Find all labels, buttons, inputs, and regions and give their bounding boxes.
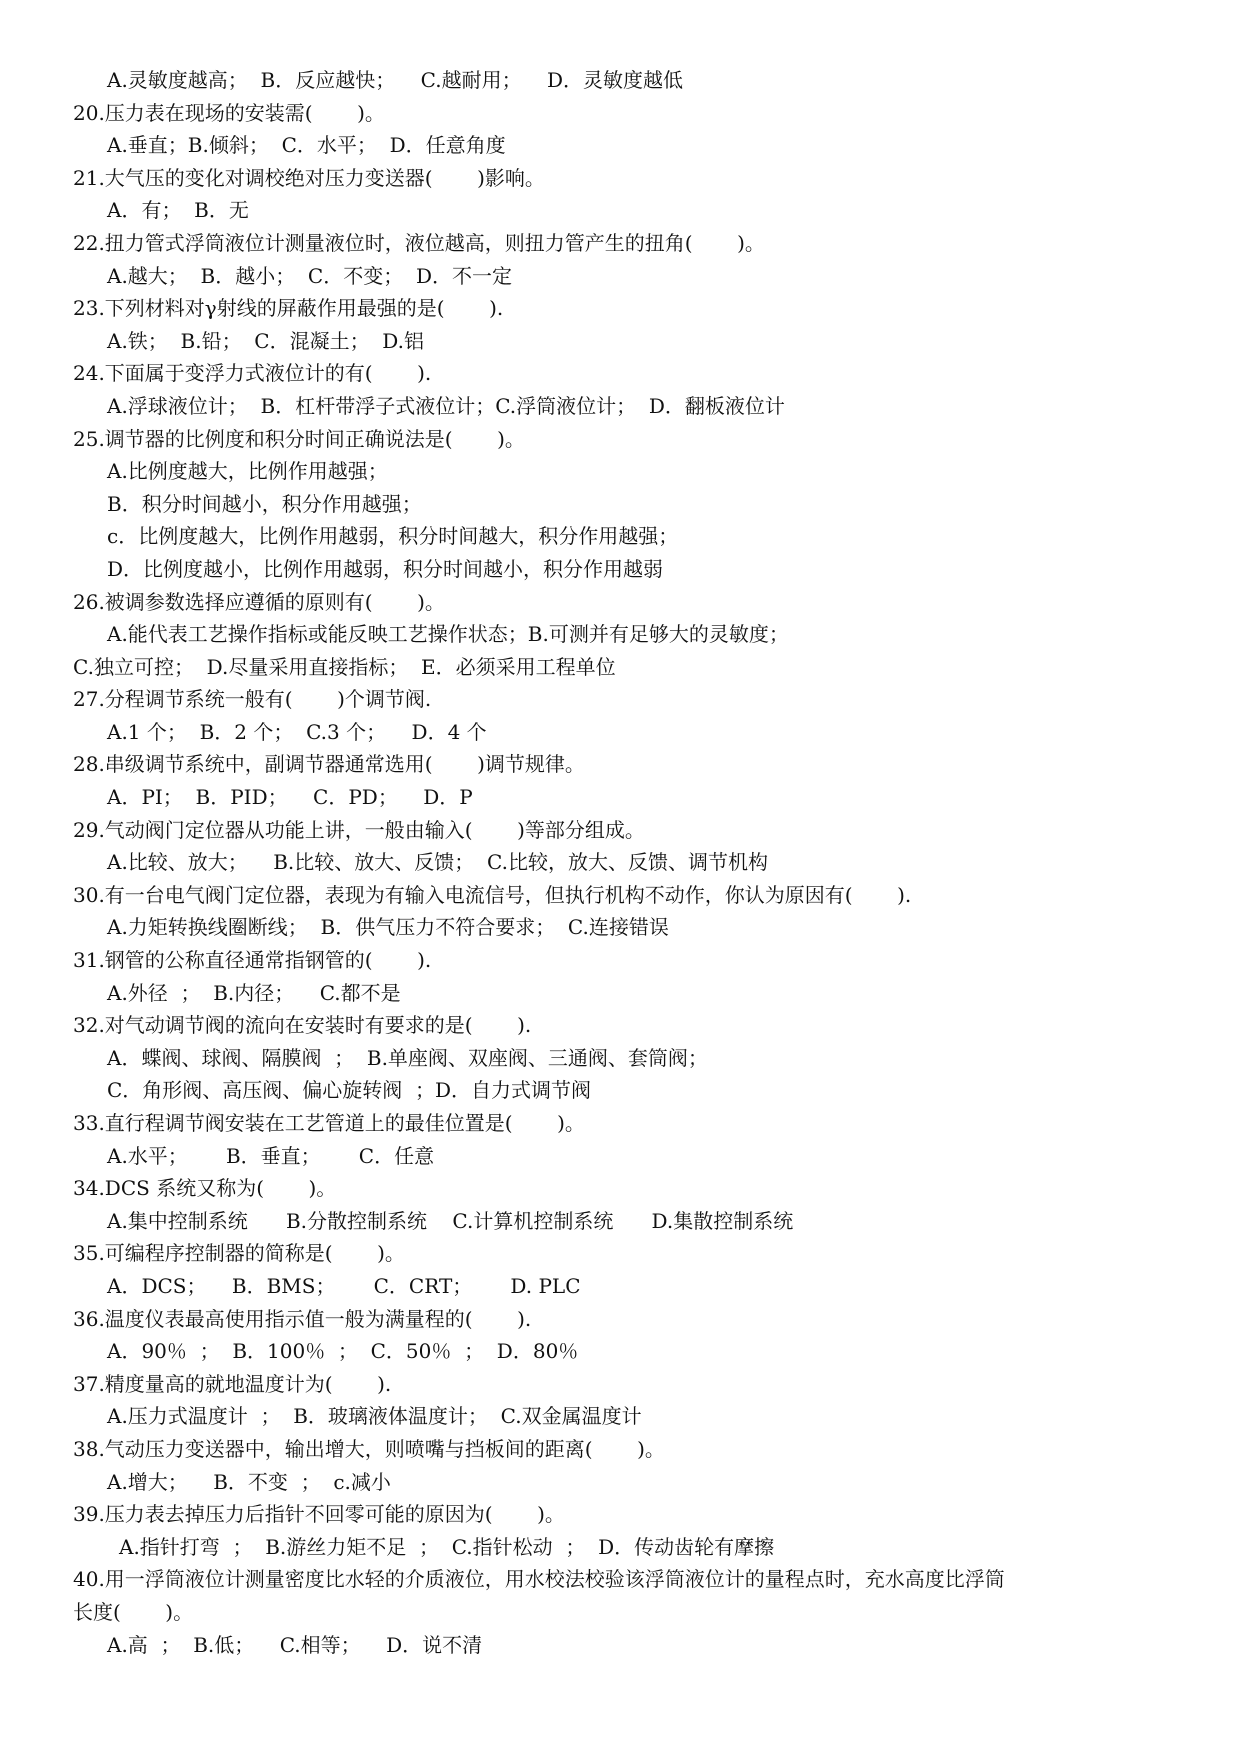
question-stem: 23.下列材料对γ射线的屏蔽作用最强的是( ). <box>73 296 504 321</box>
question-stem: 22.扭力管式浮筒液位计测量液位时，液位越高，则扭力管产生的扭角( )。 <box>73 230 765 255</box>
answer-options: A.水平； B．垂直； C．任意 <box>107 1143 435 1168</box>
answer-options: A.力矩转换线圈断线； B．供气压力不符合要求； C.连接错误 <box>107 915 669 940</box>
question-stem: 35.可编程序控制器的简称是( )。 <box>73 1241 405 1266</box>
continuation-line: 长度( )。 <box>73 1599 194 1624</box>
answer-options: A.高 ； B.低； C.相等； D．说不清 <box>107 1632 483 1657</box>
question-list <box>0 64 1241 1661</box>
answer-options: D．比例度越小，比例作用越弱，积分时间越小，积分作用越弱 <box>107 556 664 581</box>
continuation-line: C.独立可控； D.尽量采用直接指标； E．必须采用工程单位 <box>73 654 616 679</box>
answer-options: A.浮球液位计； B．杠杆带浮子式液位计；C.浮筒液位计； D．翻板液位计 <box>107 393 785 418</box>
question-stem: 39.压力表去掉压力后指针不回零可能的原因为( )。 <box>73 1502 565 1527</box>
question-stem: 32.对气动调节阀的流向在安装时有要求的是( ). <box>73 1013 532 1038</box>
answer-options: A.增大； B．不变 ； c.减小 <box>107 1469 391 1494</box>
question-stem: 20.压力表在现场的安装需( )。 <box>73 100 385 125</box>
question-stem: 33.直行程调节阀安装在工艺管道上的最佳位置是( )。 <box>73 1111 585 1135</box>
question-stem: 27.分程调节系统一般有( )个调节阀. <box>73 687 432 712</box>
answer-options: A.1 个； B．2 个； C.3 个； D．4 个 <box>107 719 487 744</box>
answer-options: A.比例度越大，比例作用越强； <box>107 459 388 484</box>
question-stem: 24.下面属于变浮力式液位计的有( ). <box>73 361 432 386</box>
question-stem: 36.温度仪表最高使用指示值一般为满量程的( ). <box>73 1306 532 1331</box>
answer-options: A.越大； B．越小； C．不变； D．不一定 <box>107 263 512 288</box>
answer-options: A．DCS； B．BMS； C．CRT； D. PLC <box>107 1273 581 1298</box>
answer-options: C．角形阀、高压阀、偏心旋转阀 ；D．自力式调节阀 <box>107 1078 592 1103</box>
answer-options: A.铁； B.铅； C．混凝土； D.铝 <box>107 328 424 353</box>
answer-options: A.指针打弯 ； B.游丝力矩不足 ； C.指针松动 ； D．传动齿轮有摩擦 <box>119 1534 775 1559</box>
question-stem: 40.用一浮筒液位计测量密度比水轻的介质液位，用水校法校验该浮筒液位计的量程点时，充水高度比浮筒 <box>73 1567 1005 1592</box>
question-stem: 30.有一台电气阀门定位器，表现为有输入电流信号，但执行机构不动作，你认为原因有( ). <box>73 882 912 907</box>
answer-options: A.集中控制系统 B.分散控制系统 C.计算机控制系统 D.集散控制系统 <box>107 1208 794 1233</box>
answer-options: A．PI； B．PID； C．PD； D．P <box>107 785 473 810</box>
answer-options: A.外径 ； B.内径； C.都不是 <box>107 980 401 1005</box>
answer-options: A.压力式温度计 ； B．玻璃液体温度计； C.双金属温度计 <box>107 1404 642 1429</box>
question-stem: 26.被调参数选择应遵循的原则有( )。 <box>73 589 445 614</box>
answer-options: A.比较、放大； B.比较、放大、反馈； C.比较，放大、反馈、调节机构 <box>107 850 768 875</box>
question-stem: 38.气动压力变送器中，输出增大，则喷嘴与挡板间的距离( )。 <box>73 1436 665 1461</box>
answer-options: A.垂直；B.倾斜； C．水平； D．任意角度 <box>107 133 506 158</box>
question-stem: 31.钢管的公称直径通常指钢管的( ). <box>73 948 432 973</box>
question-stem: 37.精度量高的就地温度计为( ). <box>73 1371 392 1396</box>
answer-options: A．蝶阀、球阀、隔膜阀 ； B.单座阀、双座阀、三通阀、套筒阀； <box>107 1045 708 1070</box>
question-stem: 21.大气压的变化对调校绝对压力变送器( )影响。 <box>73 165 545 190</box>
answer-options: A.灵敏度越高； B．反应越快； C.越耐用； D．灵敏度越低 <box>107 68 684 92</box>
answer-options: B．积分时间越小，积分作用越强； <box>107 491 422 516</box>
question-stem: 34.DCS 系统又称为( )。 <box>73 1176 337 1201</box>
answer-options: A．90％ ； B．100％ ； C．50％ ； D．80％ <box>107 1339 579 1364</box>
answer-options: A．有； B．无 <box>107 198 249 223</box>
question-stem: 25.调节器的比例度和积分时间正确说法是( )。 <box>73 426 525 451</box>
answer-options: c．比例度越大，比例作用越弱，积分时间越大，积分作用越强； <box>107 524 679 549</box>
answer-options: A.能代表工艺操作指标或能反映工艺操作状态；B.可测并有足够大的灵敏度； <box>107 622 789 647</box>
question-stem: 28.串级调节系统中，副调节器通常选用( )调节规律。 <box>73 752 585 777</box>
question-stem: 29.气动阀门定位器从功能上讲，一般由输入( )等部分组成。 <box>73 817 645 842</box>
